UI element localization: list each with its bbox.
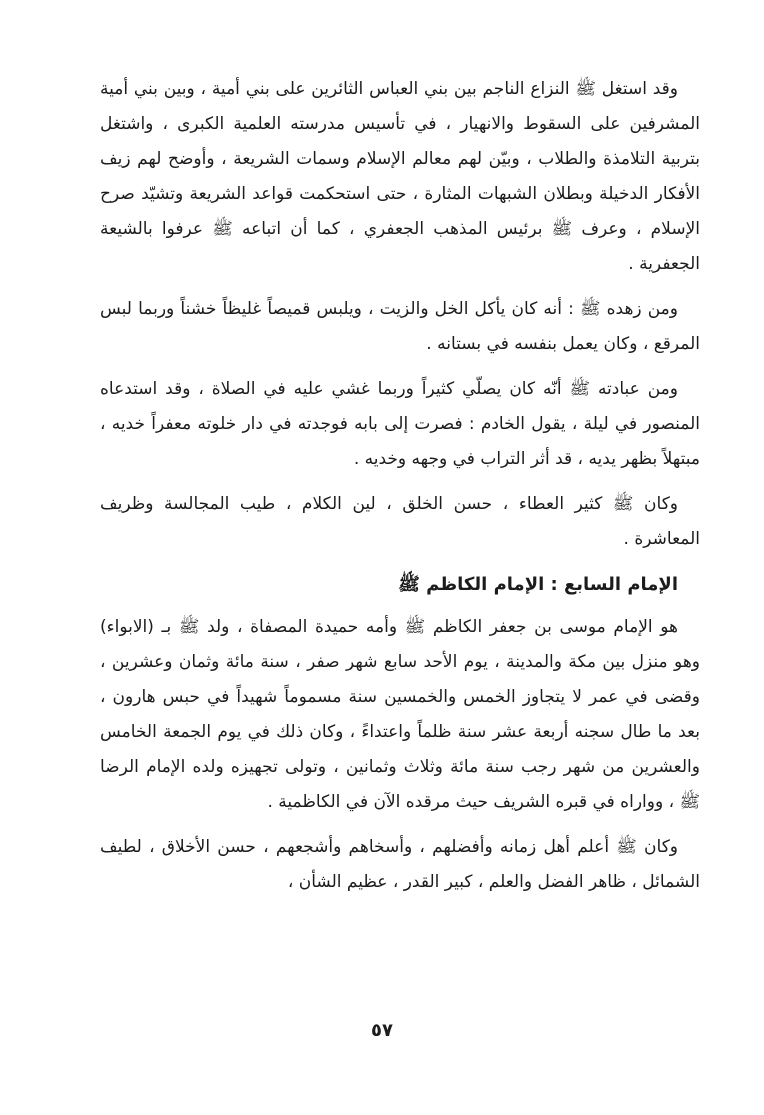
page-body bbox=[100, 72, 700, 910]
paragraph-asceticism: ومن زهده ﷺ : أنه كان يأكل الخل والزيت ، ويلبس قميصاً غليظاً خشناً وربما لبس المرقع ، وكان يعمل بنفسه في بستانه . bbox=[100, 299, 700, 354]
paragraph-virtues: وكان ﷺ أعلم أهل زمانه وأفضلهم ، وأسخاهم وأشجعهم ، حسن الأخلاق ، لطيف الشمائل ، ظاهر الفضل والعلم ، كبير القدر ، عظيم الشأن ، bbox=[100, 837, 700, 892]
paragraph-character: وكان ﷺ كثير العطاء ، حسن الخلق ، لين الكلام ، طيب المجالسة وظريف المعاشرة . bbox=[100, 494, 700, 549]
paragraph-worship: ومن عبادته ﷺ أنّه كان يصلّي كثيراً وربما غشي عليه في الصلاة ، وقد استدعاه المنصور في ليلة ، يقول الخادم : فصرت إلى بابه فوجدته في دار خلوته معفراً خديه ، مبتهلاً بظهر يديه ، قد أثر التراب في وجهه وخديه . bbox=[100, 379, 700, 469]
paragraph-scholarly-school: وقد استغل ﷺ النزاع الناجم بين بني العباس الثائرين على بني أمية ، وبين بني أمية المشرفين على السقوط والانهيار ، في تأسيس مدرسته العلمية الكبرى ، واشتغل بتربية التلامذة والطلاب ، وبيّن لهم معالم الإسلام وسمات الشريعة ، وأوضح لهم زيف الأفكار الدخيلة وبطلان الشبهات المثارة ، حتى استحكمت قواعد الشريعة وتشيّد صرح الإسلام ، وعرف ﷺ برئيس المذهب الجعفري ، كما أن اتباعه ﷺ عرفوا بالشيعة الجعفرية . bbox=[100, 79, 700, 274]
paragraph-biography: هو الإمام موسى بن جعفر الكاظم ﷺ وأمه حميدة المصفاة ، ولد ﷺ بـ (الابواء) وهو منزل بين مكة والمدينة ، يوم الأحد سابع شهر صفر ، سنة مائة وثمان وعشرين ، وقضى في عمر لا يتجاوز الخمس والخمسين سنة مسموماً شهيداً في حبس هارون ، بعد ما طال سجنه أربعة عشر سنة ظلماً واعتداءً ، وكان ذلك في يوم الجمعة الخامس والعشرين من شهر رجب سنة مائة وثلاث وثمانين ، وتولى تجهيزه ولده الإمام الرضا ﷺ ، وواراه في قبره الشريف حيث مرقده الآن في الكاظمية . bbox=[100, 617, 700, 812]
page-number: ٥٧ bbox=[371, 1020, 393, 1041]
section-heading-seventh-imam: الإمام السابع : الإمام الكاظم ﷺ bbox=[398, 574, 678, 595]
